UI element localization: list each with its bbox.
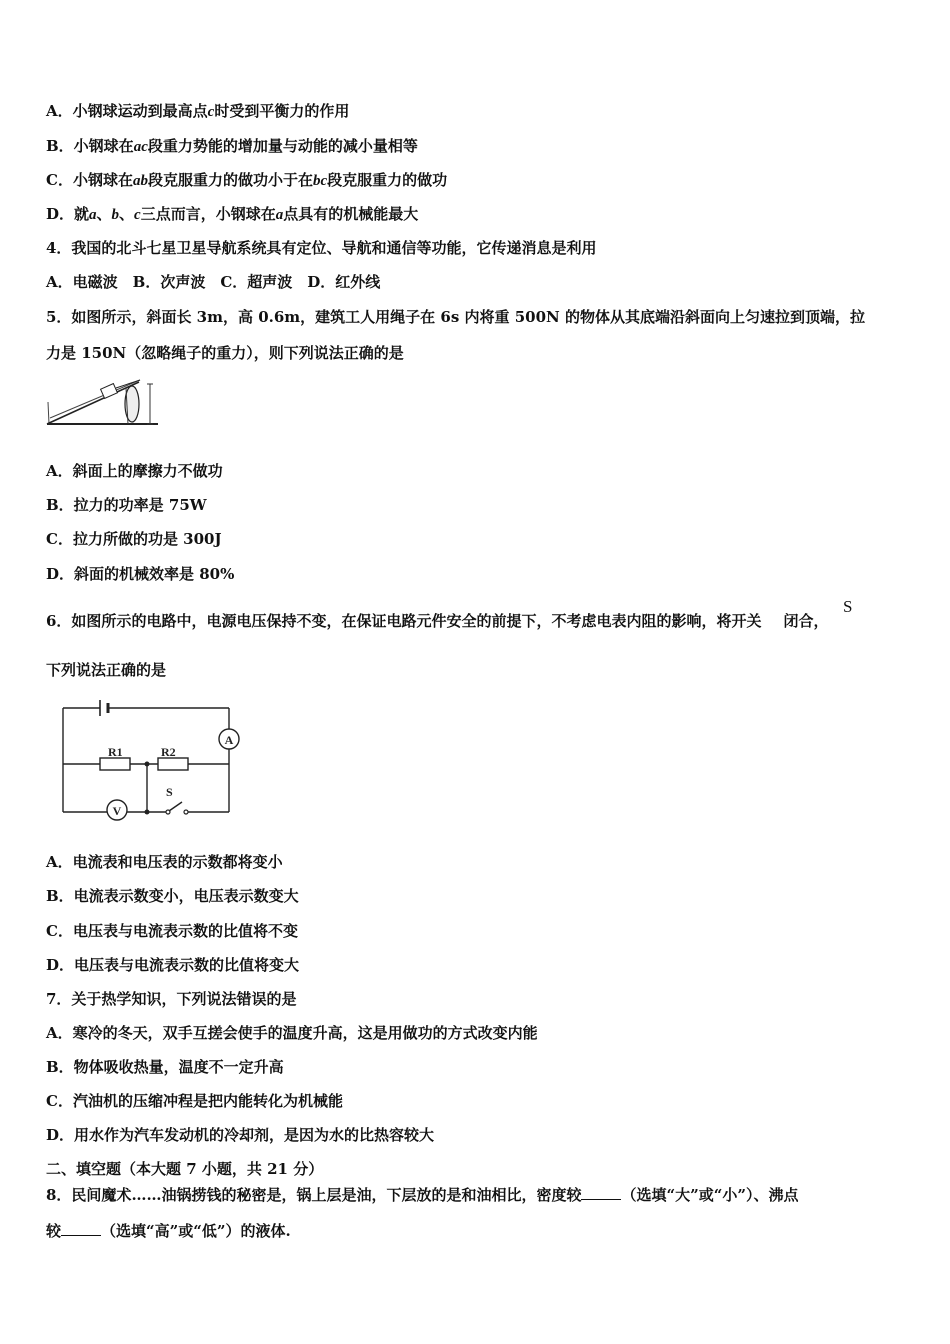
q7-option-a: A．寒冷的冬天，双手互搓会使手的温度升高，这是用做功的方式改变内能 <box>46 1024 538 1042</box>
q6-stem-line1: 6．如图所示的电路中，电源电压保持不变，在保证电路元件安全的前提下，不考虑电表内阻的影响，将开关 闭合， <box>46 612 829 630</box>
svg-text:V: V <box>112 804 122 818</box>
svg-text:R1: R1 <box>108 745 123 759</box>
q6-option-c: C．电压表与电流表示数的比值将不变 <box>46 922 298 940</box>
q6-option-b: B．电流表示数变小，电压表示数变大 <box>46 887 299 905</box>
q5-stem-line1: 5．如图所示，斜面长 3m，高 0.6m，建筑工人用绳子在 6s 内将重 500N 的物体从其底端沿斜面向上匀速拉到顶端，拉 <box>46 308 865 326</box>
q3-option-a: A．小钢球运动到最高点c时受到平衡力的作用 <box>46 102 350 120</box>
q8-line2: 较 （选填“高”或“低”）的液体. <box>46 1222 291 1240</box>
section2-heading: 二、填空题（本大题 7 小题，共 21 分） <box>46 1160 324 1178</box>
q3-option-b: B．小钢球在ac段重力势能的增加量与动能的减小量相等 <box>46 137 418 155</box>
q5-option-b: B．拉力的功率是 75W <box>46 496 207 514</box>
q6-option-a: A．电流表和电压表的示数都将变小 <box>46 853 283 871</box>
q5-option-a: A．斜面上的摩擦力不做功 <box>46 462 223 480</box>
q3-option-d: D．就a、b、c三点而言，小钢球在a点具有的机械能最大 <box>46 205 419 223</box>
svg-text:S: S <box>166 785 173 799</box>
q4-stem: 4．我国的北斗七星卫星导航系统具有定位、导航和通信等功能，它传递消息是利用 <box>46 239 597 257</box>
svg-text:R2: R2 <box>161 745 176 759</box>
q4-options: A．电磁波 B．次声波 C．超声波 D．红外线 <box>46 273 381 291</box>
answer-blank-2 <box>61 1221 101 1236</box>
q8-line1: 8．民间魔术……油锅捞钱的秘密是，锅上层是油，下层放的是和油相比，密度较 （选填“大”或“小”）、沸点 <box>46 1186 799 1204</box>
q5-option-c: C．拉力所做的功是 300J <box>46 530 222 548</box>
q6-option-d: D．电压表与电流表示数的比值将变大 <box>46 956 300 974</box>
q5-stem-line2: 力是 150N（忽略绳子的重力），则下列说法正确的是 <box>46 344 404 362</box>
resistor-r1 <box>100 758 130 770</box>
q7-stem: 7．关于热学知识，下列说法错误的是 <box>46 990 297 1008</box>
switch-blade <box>169 802 182 811</box>
answer-blank-1 <box>581 1185 621 1200</box>
circuit-diagram <box>58 698 248 826</box>
q3-option-c: C．小钢球在ab段克服重力的做功小于在bc段克服重力的做功 <box>46 171 448 189</box>
svg-text:A: A <box>224 733 234 747</box>
incline-diagram <box>44 372 162 428</box>
q6-stem-line2: 下列说法正确的是 <box>46 661 167 679</box>
q7-option-d: D．用水作为汽车发动机的冷却剂，是因为水的比热容较大 <box>46 1126 435 1144</box>
resistor-r2 <box>158 758 188 770</box>
q5-option-d: D．斜面的机械效率是 80% <box>46 565 235 583</box>
q7-option-c: C．汽油机的压缩冲程是把内能转化为机械能 <box>46 1092 343 1110</box>
q7-option-b: B．物体吸收热量，温度不一定升高 <box>46 1058 284 1076</box>
switch-symbol-s: S <box>843 597 853 616</box>
